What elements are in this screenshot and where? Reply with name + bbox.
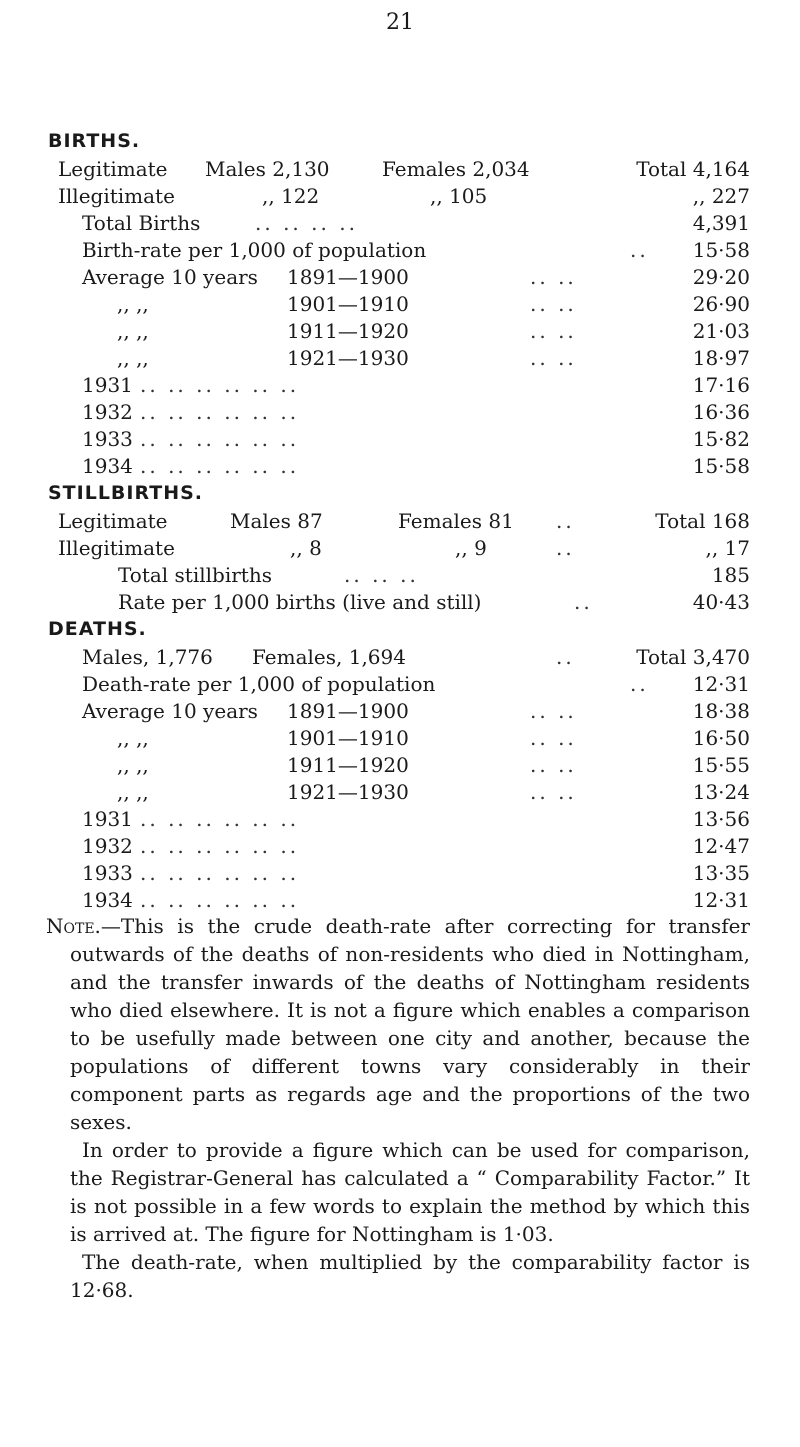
row-label: Illegitimate: [58, 536, 175, 560]
births-average-row: Average 10 years 1891—1900 .. .. 29·20: [82, 265, 750, 289]
period: 1901—1910: [287, 292, 409, 316]
note-text: —This is the crude death-rate after correcting for transfer outwards of the deaths of non-residents who died in Nottingham, and the transfer inwards of the deaths of Nottingham residents who died elsewhere. It is not a figure which enables a comparison to be usefully made between one city and another, because the populations of different towns vary considerably in their component parts as regards age and the proportions of the two sexes.: [70, 914, 750, 1134]
total-value: Total 3,470: [636, 645, 750, 669]
females-value: Females 81: [398, 509, 514, 533]
deaths-count-row: Males, 1,776 Females, 1,694 .. Total 3,470: [82, 645, 750, 669]
births-year-row: 1931 .. .. .. .. .. .. 17·16: [82, 373, 750, 397]
deaths-average-row: Average 10 years 1891—1900 .. .. 18·38: [82, 699, 750, 723]
females-value: Females 2,034: [382, 157, 530, 181]
note-label: Note.: [46, 914, 101, 938]
period: 1921—1930: [287, 346, 409, 370]
period: 1911—1920: [287, 319, 409, 343]
value: 4,391: [692, 211, 750, 235]
row-label: Total Births: [82, 211, 201, 235]
births-heading: BIRTHS.: [48, 130, 141, 152]
total-value: Total 168: [655, 509, 750, 533]
ditto-marks: ,, ,,: [117, 726, 149, 750]
value: 29·20: [692, 265, 750, 289]
period: 1911—1920: [287, 753, 409, 777]
period: 1891—1900: [287, 699, 409, 723]
page-number: 21: [386, 10, 414, 35]
value: 13·35: [692, 861, 750, 885]
note-paragraph: The death-rate, when multiplied by the comparability factor is 12·68.: [70, 1250, 750, 1302]
births-legitimate-row: [0, 156, 800, 182]
ditto-marks: ,, ,,: [117, 753, 149, 777]
births-year-row: 1933 .. .. .. .. .. .. 15·82: [82, 427, 750, 451]
deaths-rate-row: Death-rate per 1,000 of population .. 12·31: [82, 672, 750, 696]
total-value: ,, 227: [692, 184, 750, 208]
stillbirths-legitimate-row: Legitimate Males 87 Females 81 .. Total 168: [58, 509, 750, 533]
males-value: Males 2,130: [205, 157, 330, 181]
stillbirths-rate-row: Rate per 1,000 births (live and still) .. 40·43: [118, 590, 750, 614]
year: 1932: [82, 400, 133, 424]
value: 12·31: [692, 888, 750, 912]
note-paragraph: [46, 912, 750, 1136]
row-label: Death-rate per 1,000 of population: [82, 672, 436, 696]
ditto-marks: ,, ,,: [117, 346, 149, 370]
value: 15·82: [692, 427, 750, 451]
row-label: Average 10 years: [82, 699, 258, 723]
note-paragraph: In order to provide a figure which can be used for comparison, the Registrar-General has calculated a “ Comparability Factor.” It is not possible in a few words to explain the method by which this is arrived at. The figure for Nottingham is 1·03.: [70, 1138, 750, 1246]
value: 185: [711, 563, 750, 587]
ditto-marks: ,, ,,: [117, 292, 149, 316]
births-year-row: 1932 .. .. .. .. .. .. 16·36: [82, 400, 750, 424]
value: 13·56: [692, 807, 750, 831]
total-value: Total 4,164: [636, 157, 750, 181]
value: 12·47: [692, 834, 750, 858]
year: 1933: [82, 427, 133, 451]
row-label: Rate per 1,000 births (live and still): [118, 590, 482, 614]
deaths-heading: DEATHS.: [48, 618, 147, 640]
stillbirths-illegitimate-row: Illegitimate ,, 8 ,, 9 .. ,, 17: [58, 536, 750, 560]
year: 1934: [82, 888, 133, 912]
value: 16·50: [692, 726, 750, 750]
births-rate-row: Birth-rate per 1,000 of population .. 15·58: [82, 238, 750, 262]
total-value: ,, 17: [705, 536, 750, 560]
year: 1932: [82, 834, 133, 858]
ditto-marks: ,, ,,: [117, 780, 149, 804]
deaths-average-row: ,, ,, 1911—1920 .. .. 15·55: [117, 753, 750, 777]
females-value: Females, 1,694: [252, 645, 406, 669]
row-label: Legitimate: [58, 509, 168, 533]
value: 12·31: [692, 672, 750, 696]
row-label: Legitimate: [58, 157, 168, 181]
value: 40·43: [692, 590, 750, 614]
deaths-year-row: 1933 .. .. .. .. .. .. 13·35: [82, 861, 750, 885]
value: 18·38: [692, 699, 750, 723]
births-average-row: ,, ,, 1901—1910 .. .. 26·90: [117, 292, 750, 316]
males-value: ,, 8: [290, 536, 322, 560]
year: 1934: [82, 454, 133, 478]
value: 13·24: [692, 780, 750, 804]
value: 15·58: [692, 454, 750, 478]
births-illegitimate-row: [0, 183, 800, 209]
births-year-row: 1934 .. .. .. .. .. .. 15·58: [82, 454, 750, 478]
births-average-row: ,, ,, 1921—1930 .. .. 18·97: [117, 346, 750, 370]
deaths-year-row: 1931 .. .. .. .. .. .. 13·56: [82, 807, 750, 831]
births-total-row: Total Births .. .. .. .. 4,391: [82, 211, 750, 235]
deaths-average-row: ,, ,, 1901—1910 .. .. 16·50: [117, 726, 750, 750]
row-label: Average 10 years: [82, 265, 258, 289]
row-label: Total stillbirths: [118, 563, 272, 587]
ditto-marks: ,, ,,: [117, 319, 149, 343]
value: 26·90: [692, 292, 750, 316]
note-block: [46, 912, 750, 1304]
value: 17·16: [692, 373, 750, 397]
year: 1931: [82, 807, 133, 831]
period: 1901—1910: [287, 726, 409, 750]
period: 1921—1930: [287, 780, 409, 804]
females-value: ,, 9: [455, 536, 487, 560]
males-value: Males, 1,776: [82, 645, 213, 669]
stillbirths-total-row: Total stillbirths .. .. .. 185: [118, 563, 750, 587]
period: 1891—1900: [287, 265, 409, 289]
stillbirths-heading: STILLBIRTHS.: [48, 482, 204, 504]
value: 18·97: [692, 346, 750, 370]
deaths-year-row: 1932 .. .. .. .. .. .. 12·47: [82, 834, 750, 858]
row-label: Illegitimate: [58, 184, 175, 208]
year: 1931: [82, 373, 133, 397]
males-value: ,, 122: [262, 184, 320, 208]
value: 16·36: [692, 400, 750, 424]
value: 21·03: [692, 319, 750, 343]
males-value: Males 87: [230, 509, 323, 533]
row-label: Birth-rate per 1,000 of population: [82, 238, 427, 262]
year: 1933: [82, 861, 133, 885]
deaths-average-row: ,, ,, 1921—1930 .. .. 13·24: [117, 780, 750, 804]
value: 15·55: [692, 753, 750, 777]
females-value: ,, 105: [430, 184, 488, 208]
births-average-row: ,, ,, 1911—1920 .. .. 21·03: [117, 319, 750, 343]
value: 15·58: [692, 238, 750, 262]
deaths-year-row: 1934 .. .. .. .. .. .. 12·31: [82, 888, 750, 912]
